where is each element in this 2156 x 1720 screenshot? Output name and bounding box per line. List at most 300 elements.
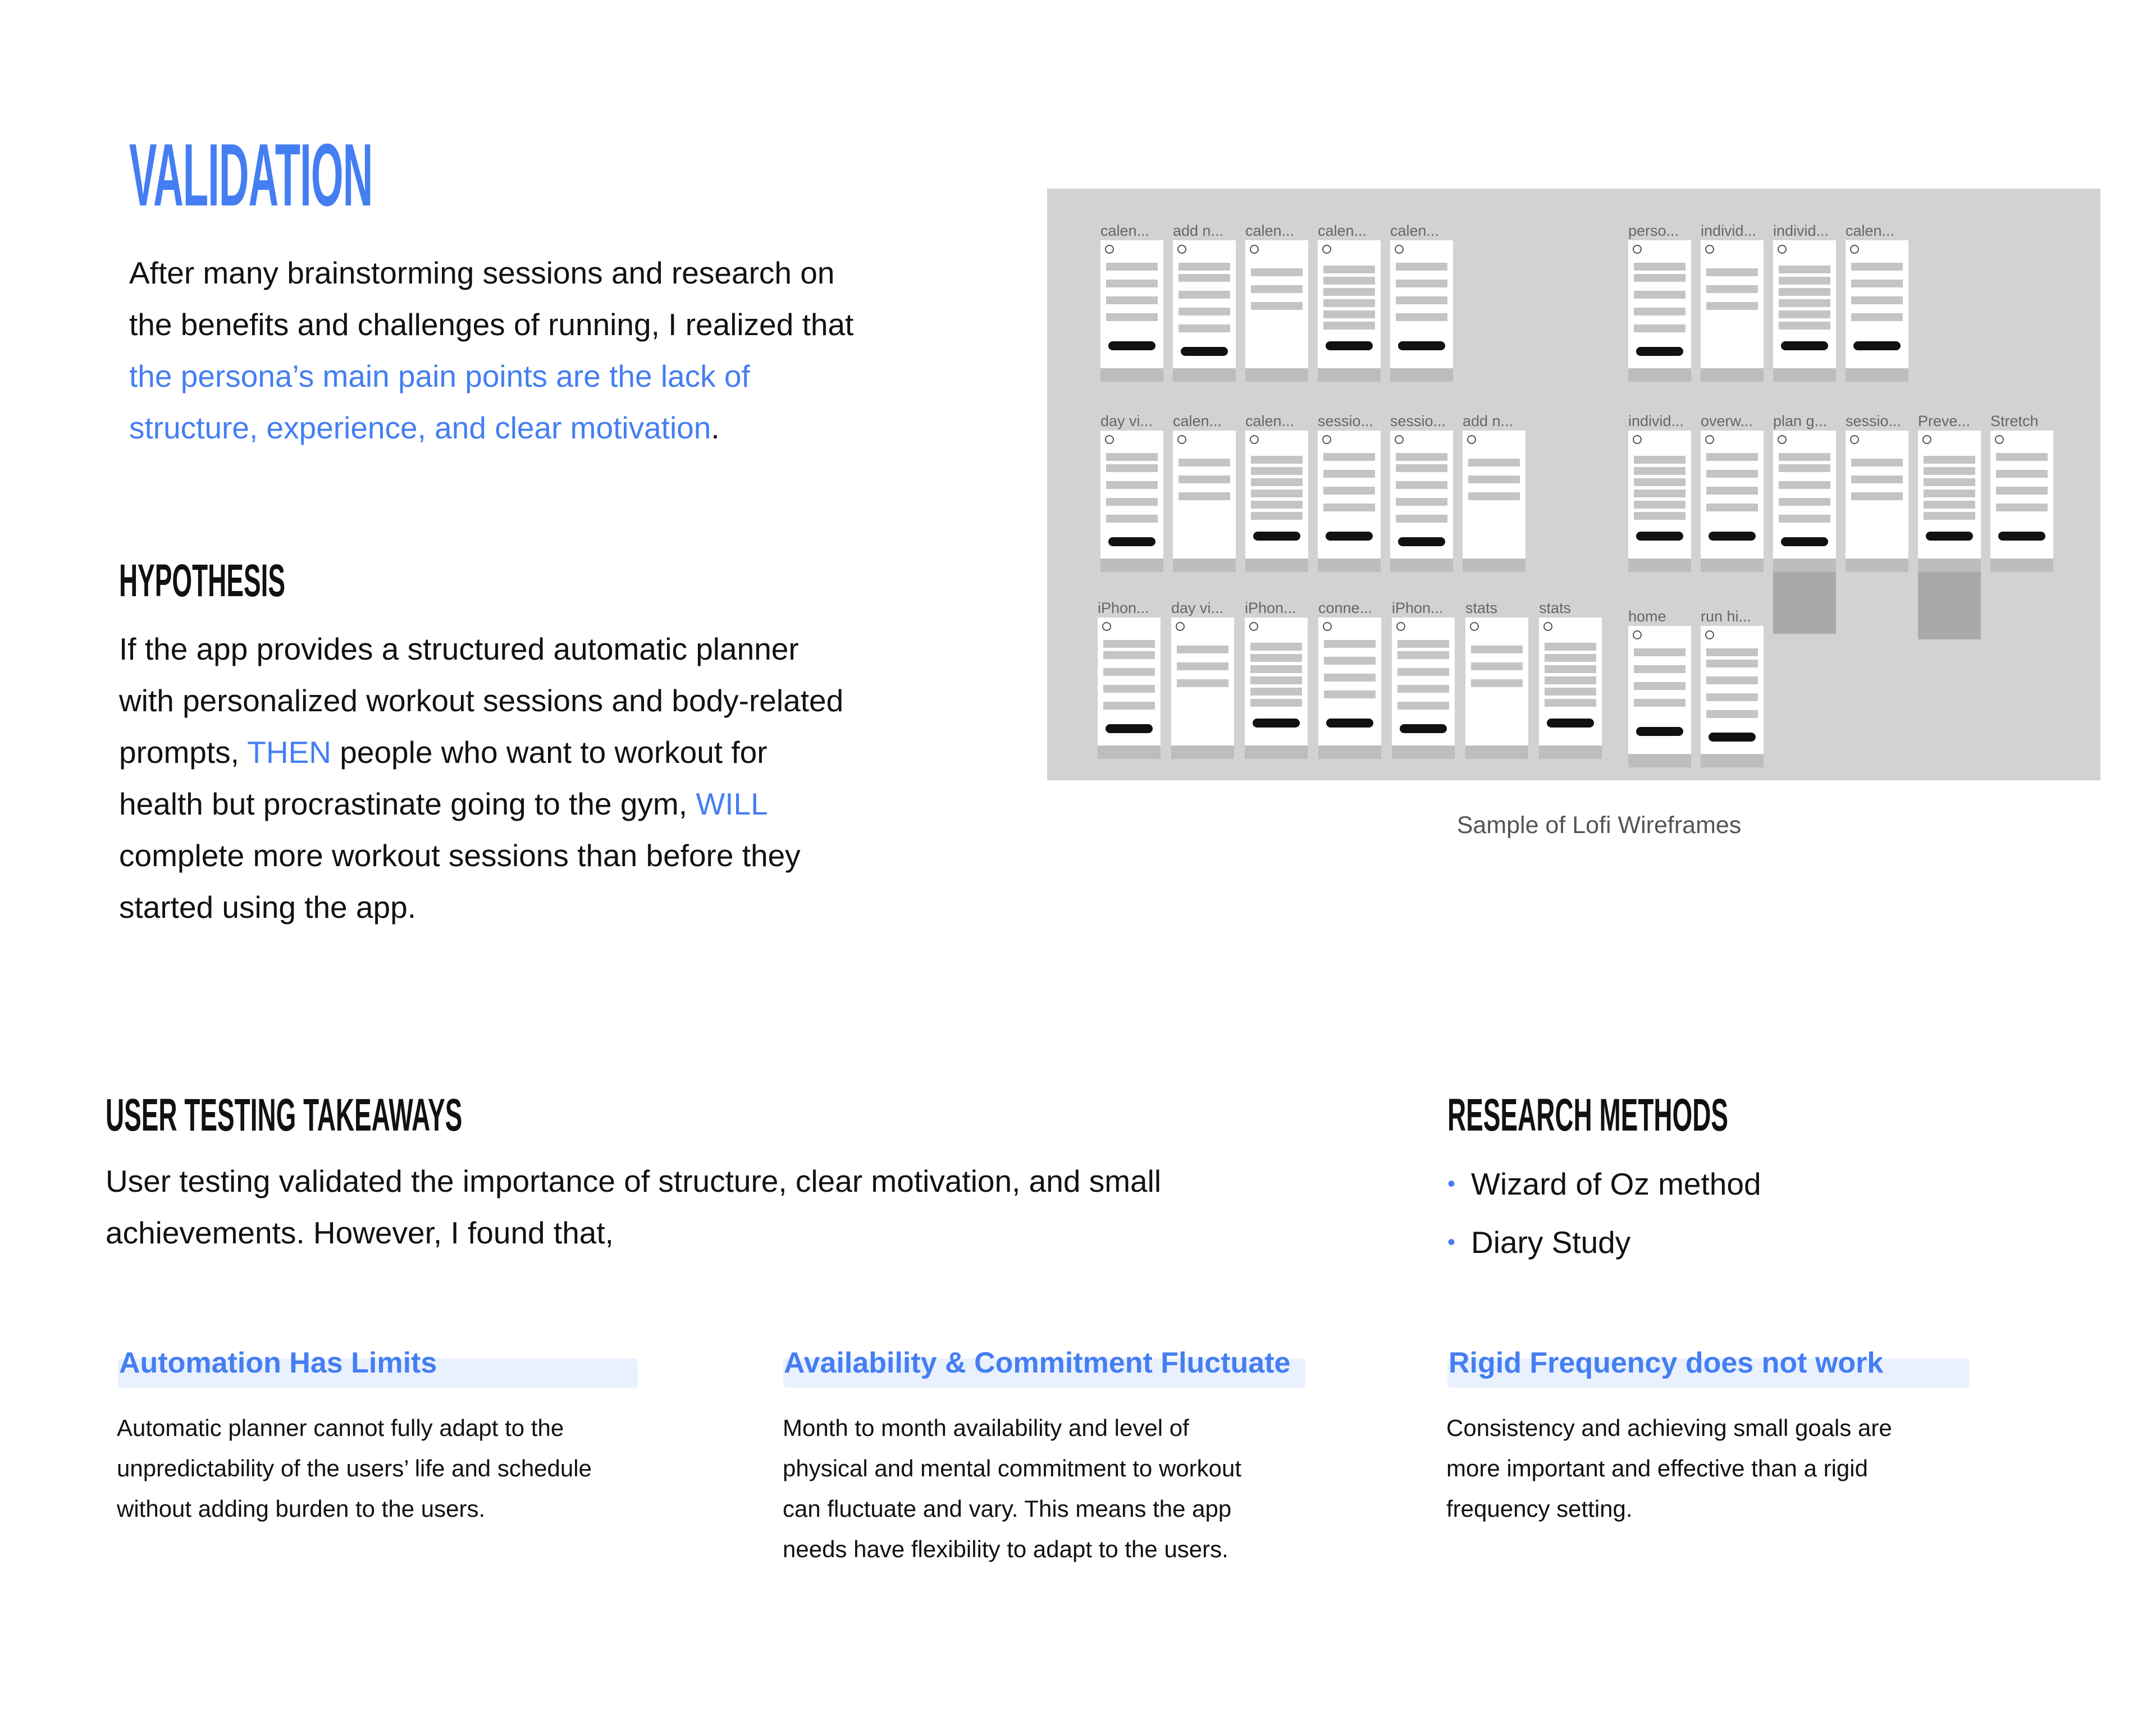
bottom-nav-bar [1098,745,1161,759]
card-line: needs have flexibility to adapt to the users. [783,1536,1228,1562]
wireframe-thumbnail [1463,431,1525,572]
list-item [1447,1155,1761,1213]
wireframe-extension [1918,572,1981,639]
hypothesis-heading: HYPOTHESIS [119,555,285,606]
intro-line: the benefits and challenges of running, I realized that [129,307,854,342]
card-line: can fluctuate and vary. This means the app [783,1495,1232,1522]
placeholder-block [1323,322,1375,330]
avatar-icon [1778,245,1787,254]
avatar-icon [1470,622,1479,631]
placeholder-block [1251,512,1303,520]
wireframe-thumbnail [1846,431,1908,572]
placeholder-block [1634,324,1685,332]
avatar-icon [1395,245,1404,254]
wireframe-label: calen... [1245,222,1295,239]
placeholder-block [1250,699,1302,707]
wireframe-label: calen... [1318,222,1367,239]
wireframe-label: iPhon... [1392,600,1444,616]
placeholder-block [1250,654,1302,662]
placeholder-block [1706,504,1758,511]
hypothesis-line: complete more workout sessions than before they [119,838,801,873]
placeholder-block [1634,699,1685,707]
wireframe-thumbnail [1318,617,1381,759]
placeholder-button [1709,532,1756,541]
placeholder-block [1996,504,2048,511]
bottom-nav-bar [1463,559,1525,572]
lofi-wireframes-image [1047,189,2100,780]
placeholder-block [1634,274,1685,282]
placeholder-block [1106,453,1158,461]
placeholder-block [1179,324,1230,332]
bottom-nav-bar [1245,368,1308,382]
wireframe-label: iPhon... [1245,600,1296,616]
wireframe-label: overw... [1701,413,1753,429]
placeholder-button [1636,727,1683,736]
placeholder-block [1468,475,1520,483]
placeholder-block [1545,676,1596,684]
placeholder-block [1851,263,1903,271]
wireframe-thumbnail [1628,431,1691,572]
avatar-icon [1850,245,1859,254]
placeholder-block [1634,665,1685,673]
placeholder-block [1103,685,1155,693]
placeholder-block [1250,676,1302,684]
wireframe-thumbnail [1245,431,1308,572]
placeholder-block [1634,456,1685,464]
wireframe-label: individ... [1628,413,1684,429]
placeholder-block [1851,459,1903,466]
placeholder-block [1706,710,1758,718]
wireframe-thumbnail [1773,431,1836,572]
placeholder-block [1924,512,1975,520]
placeholder-button [1400,724,1447,733]
placeholder-block [1177,646,1228,653]
wireframe-label: perso... [1628,222,1679,239]
wireframe-label: Preve... [1918,413,1971,429]
placeholder-block [1634,291,1685,299]
placeholder-block [1323,310,1375,318]
avatar-icon [1633,245,1642,254]
avatar-icon [1250,435,1259,444]
intro-line-highlight: structure, experience, and clear motivation [129,410,711,445]
list-item-label: Diary Study [1471,1225,1631,1260]
placeholder-block [1996,453,2048,461]
placeholder-block [1397,651,1449,659]
avatar-icon [1323,622,1332,631]
bottom-nav-bar [1846,368,1908,382]
placeholder-block [1323,299,1375,307]
placeholder-block [1545,688,1596,696]
bottom-nav-bar [1990,559,2053,572]
placeholder-block [1634,308,1685,315]
placeholder-block [1851,492,1903,500]
placeholder-block [1851,280,1903,287]
placeholder-block [1779,481,1830,489]
hypothesis-line: started using the app. [119,890,416,925]
wireframe-thumbnail [1245,240,1308,382]
card-line: Consistency and achieving small goals are [1446,1415,1892,1441]
placeholder-block [1634,263,1685,271]
placeholder-block [1251,268,1303,276]
placeholder-block [1924,467,1975,475]
placeholder-block [1634,490,1685,497]
placeholder-block [1106,498,1158,506]
placeholder-block [1251,478,1303,486]
placeholder-block [1251,285,1303,293]
placeholder-block [1851,296,1903,304]
hypothesis-text-segment: prompts, [119,735,248,770]
placeholder-block [1545,699,1596,707]
placeholder-block [1323,504,1375,511]
bottom-nav-bar [1628,754,1691,767]
avatar-icon [1922,435,1931,444]
placeholder-block [1103,640,1155,648]
placeholder-block [1706,268,1758,276]
wireframe-thumbnail [1628,626,1691,767]
bottom-nav-bar [1846,559,1908,572]
wireframe-label: calen... [1390,222,1440,239]
placeholder-block [1251,302,1303,310]
wireframe-label: calen... [1100,222,1150,239]
card-body [1446,1408,1892,1529]
placeholder-button [1108,341,1155,350]
validation-heading: VALIDATION [129,126,373,225]
placeholder-block [1545,665,1596,673]
wireframe-thumbnail [1245,617,1308,759]
placeholder-block [1634,648,1685,656]
takeaways-line: User testing validated the importance of structure, clear motivation, and small [106,1164,1162,1198]
wireframe-label: home [1628,608,1666,625]
wireframe-thumbnail [1628,240,1691,382]
wireframes-caption: Sample of Lofi Wireframes [1456,812,1742,839]
placeholder-button [1998,532,2045,541]
wireframe-label: Stretch [1990,413,2039,429]
placeholder-block [1706,487,1758,495]
placeholder-button [1326,719,1373,728]
wireframe-thumbnail [1173,431,1236,572]
wireframe-label: stats [1465,600,1498,616]
placeholder-button [1926,532,1973,541]
placeholder-block [1103,668,1155,676]
placeholder-block [1106,481,1158,489]
bottom-nav-bar [1245,745,1308,759]
avatar-icon [1705,245,1714,254]
bottom-nav-bar [1318,368,1381,382]
wireframe-thumbnail [1465,617,1528,759]
wireframe-label: day vi... [1100,413,1153,429]
hypothesis-text [119,623,843,933]
placeholder-block [1706,648,1758,656]
placeholder-button [1253,532,1300,541]
intro-line: After many brainstorming sessions and research on [129,255,835,290]
bottom-nav-bar [1773,368,1836,382]
placeholder-block [1706,676,1758,684]
placeholder-block [1324,690,1376,698]
placeholder-block [1250,643,1302,651]
hypothesis-line: with personalized workout sessions and body-related [119,683,844,718]
avatar-icon [1395,435,1404,444]
placeholder-block [1634,501,1685,509]
placeholder-block [1779,266,1830,273]
bullet-icon: • [1447,1230,1456,1255]
placeholder-button [1853,341,1901,350]
bottom-nav-bar [1465,745,1528,759]
wireframe-thumbnail [1701,626,1764,767]
placeholder-block [1996,487,2048,495]
avatar-icon [1249,622,1258,631]
placeholder-block [1468,459,1520,466]
wireframe-thumbnail [1100,431,1163,572]
avatar-icon [1705,630,1714,639]
placeholder-block [1396,280,1447,287]
placeholder-block [1251,501,1303,509]
hypothesis-text-segment: people who want to workout for [331,735,768,770]
placeholder-block [1323,470,1375,478]
wireframe-label: day vi... [1171,600,1224,616]
placeholder-block [1179,308,1230,315]
avatar-icon [1705,435,1714,444]
placeholder-block [1323,288,1375,296]
placeholder-block [1779,322,1830,330]
card-line: frequency setting. [1446,1495,1633,1522]
placeholder-block [1103,702,1155,710]
wireframe-thumbnail [1918,431,1981,572]
placeholder-block [1179,263,1230,271]
placeholder-block [1106,280,1158,287]
avatar-icon [1633,630,1642,639]
placeholder-block [1324,657,1376,665]
placeholder-button [1547,719,1594,728]
placeholder-block [1103,651,1155,659]
takeaways-line: achievements. However, I found that, [106,1215,614,1250]
placeholder-block [1106,263,1158,271]
placeholder-block [1396,313,1447,321]
avatar-icon [1322,435,1331,444]
placeholder-block [1179,459,1230,466]
placeholder-block [1706,693,1758,701]
avatar-icon [1322,245,1331,254]
card-body [783,1408,1241,1570]
placeholder-block [1251,456,1303,464]
placeholder-block [1468,492,1520,500]
wireframe-thumbnail [1701,240,1764,382]
placeholder-block [1106,296,1158,304]
placeholder-block [1323,487,1375,495]
placeholder-block [1397,685,1449,693]
validation-intro [129,247,853,454]
bottom-nav-bar [1392,745,1455,759]
card-line: unpredictability of the users’ life and schedule [117,1455,592,1481]
placeholder-block [1996,470,2048,478]
card-line: more important and effective than a rigid [1446,1455,1868,1481]
placeholder-block [1706,470,1758,478]
avatar-icon [1105,435,1114,444]
wireframe-label: stats [1539,600,1572,616]
wireframe-thumbnail [1390,431,1453,572]
wireframe-thumbnail [1098,617,1161,759]
takeaways-text [106,1155,1161,1259]
bottom-nav-bar [1173,559,1236,572]
bottom-nav-bar [1701,559,1764,572]
wireframe-label: sessio... [1390,413,1446,429]
placeholder-block [1779,453,1830,461]
placeholder-block [1471,662,1523,670]
avatar-icon [1396,622,1405,631]
bottom-nav-bar [1773,559,1836,572]
placeholder-block [1324,674,1376,681]
placeholder-block [1545,654,1596,662]
wireframe-label: sessio... [1318,413,1374,429]
placeholder-block [1706,285,1758,293]
placeholder-block [1706,453,1758,461]
avatar-icon [1467,435,1476,444]
bottom-nav-bar [1245,559,1308,572]
placeholder-block [1779,288,1830,296]
bottom-nav-bar [1918,559,1981,572]
placeholder-button [1636,532,1683,541]
placeholder-block [1634,478,1685,486]
placeholder-block [1706,302,1758,310]
placeholder-block [1323,266,1375,273]
card-line: physical and mental commitment to workout [783,1455,1242,1481]
wireframe-thumbnail [1173,240,1236,382]
wireframe-thumbnail [1701,431,1764,572]
hypothesis-text-segment: health but procrastinate going to the gym, [119,786,696,821]
placeholder-block [1779,515,1830,523]
bottom-nav-bar [1539,745,1602,759]
placeholder-button [1398,341,1445,350]
placeholder-block [1924,456,1975,464]
card-body [117,1408,592,1529]
avatar-icon [1995,435,2004,444]
placeholder-block [1634,512,1685,520]
avatar-icon [1105,245,1114,254]
wireframe-label: run hi... [1701,608,1752,625]
avatar-icon [1177,435,1186,444]
placeholder-button [1636,347,1683,356]
bottom-nav-bar [1173,368,1236,382]
wireframe-thumbnail [1773,240,1836,382]
takeaways-heading: USER TESTING TAKEAWAYS [106,1090,463,1141]
placeholder-block [1179,492,1230,500]
card-title: Rigid Frequency does not work [1449,1347,1884,1379]
wireframe-label: conne... [1318,600,1373,616]
placeholder-block [1396,515,1447,523]
placeholder-block [1250,688,1302,696]
wireframe-label: sessio... [1846,413,1902,429]
bottom-nav-bar [1701,754,1764,767]
placeholder-block [1779,299,1830,307]
placeholder-block [1251,467,1303,475]
placeholder-button [1108,537,1155,546]
wireframe-extension [1773,572,1836,634]
avatar-icon [1778,435,1787,444]
placeholder-button [1181,347,1228,356]
placeholder-button [1106,724,1153,733]
then-keyword: THEN [247,735,331,770]
intro-period: . [711,410,720,445]
wireframe-thumbnail [1318,431,1381,572]
placeholder-block [1323,277,1375,285]
avatar-icon [1102,622,1111,631]
wireframe-label: calen... [1245,413,1295,429]
bottom-nav-bar [1628,368,1691,382]
placeholder-block [1179,475,1230,483]
placeholder-block [1924,490,1975,497]
placeholder-block [1251,490,1303,497]
placeholder-block [1396,296,1447,304]
placeholder-button [1709,733,1756,742]
research-methods-list [1447,1155,1761,1271]
placeholder-block [1396,481,1447,489]
wireframe-thumbnail [1100,240,1163,382]
placeholder-button [1398,537,1445,546]
placeholder-button [1326,532,1373,541]
placeholder-block [1106,464,1158,472]
bottom-nav-bar [1171,745,1234,759]
card-line: Month to month availability and level of [783,1415,1189,1441]
placeholder-block [1106,313,1158,321]
wireframe-thumbnail [1318,240,1381,382]
avatar-icon [1543,622,1552,631]
placeholder-block [1634,467,1685,475]
placeholder-block [1250,665,1302,673]
wireframe-label: individ... [1773,222,1829,239]
wireframe-label: calen... [1846,222,1895,239]
wireframe-thumbnail [1846,240,1908,382]
placeholder-block [1396,263,1447,271]
wireframe-label: iPhon... [1098,600,1149,616]
wireframe-thumbnail [1539,617,1602,759]
placeholder-block [1177,679,1228,687]
bullet-icon: • [1447,1172,1456,1196]
card-line: without adding burden to the users. [117,1495,486,1522]
avatar-icon [1177,245,1186,254]
placeholder-block [1634,682,1685,690]
placeholder-block [1106,515,1158,523]
placeholder-block [1924,478,1975,486]
wireframe-label: plan g... [1773,413,1828,429]
intro-line-highlight: the persona’s main pain points are the lack of [129,359,750,394]
list-item [1447,1213,1761,1271]
avatar-icon [1176,622,1185,631]
placeholder-block [1324,640,1376,648]
wireframe-thumbnail [1171,617,1234,759]
list-item-label: Wizard of Oz method [1471,1167,1761,1201]
wireframe-thumbnail [1392,617,1455,759]
wireframe-thumbnail [1390,240,1453,382]
bottom-nav-bar [1100,368,1163,382]
bottom-nav-bar [1390,559,1453,572]
placeholder-block [1779,464,1830,472]
placeholder-block [1924,501,1975,509]
placeholder-block [1779,498,1830,506]
placeholder-block [1851,475,1903,483]
placeholder-block [1396,464,1447,472]
placeholder-block [1179,274,1230,282]
bottom-nav-bar [1318,559,1381,572]
avatar-icon [1250,245,1259,254]
wireframe-label: add n... [1463,413,1514,429]
wireframe-label: individ... [1701,222,1757,239]
bottom-nav-bar [1390,368,1453,382]
placeholder-button [1781,537,1828,546]
placeholder-block [1706,660,1758,667]
wireframe-label: calen... [1173,413,1222,429]
placeholder-block [1471,679,1523,687]
placeholder-button [1253,719,1300,728]
placeholder-block [1396,498,1447,506]
